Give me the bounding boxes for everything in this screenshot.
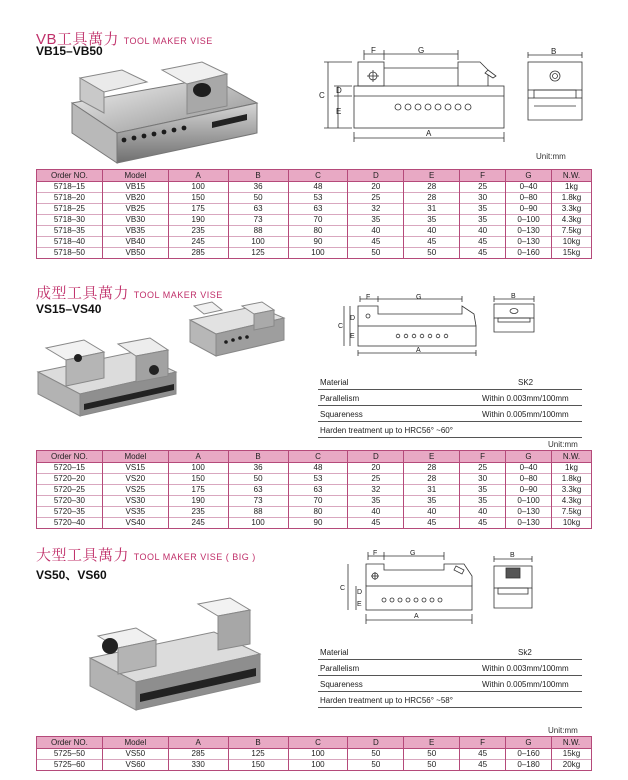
table-cell: 50: [348, 760, 404, 771]
table-cell: 40: [460, 507, 506, 518]
vb-spec-table: [36, 169, 592, 259]
table-cell: 63: [288, 204, 348, 215]
table-row: [37, 237, 592, 248]
table-cell: 50: [228, 474, 288, 485]
dim-d: D: [350, 315, 356, 322]
column-header: B: [228, 451, 288, 463]
table-cell: 10kg: [551, 237, 591, 248]
vs-props: [318, 374, 582, 438]
vs-big-prop-squareness: [318, 676, 582, 692]
dim-d: D: [336, 86, 342, 95]
table-cell: 100: [168, 463, 228, 474]
table-row: [37, 518, 592, 529]
table-cell: 25: [460, 463, 506, 474]
table-cell: VB25: [102, 204, 168, 215]
vs-big-prop-harden: [318, 692, 582, 708]
table-cell: 150: [228, 760, 288, 771]
table-cell: 0–130: [506, 507, 552, 518]
section1-unit: Unit:mm: [536, 152, 566, 161]
table-cell: 28: [404, 193, 460, 204]
table-cell: 5720–25: [37, 485, 103, 496]
column-header: G: [506, 737, 552, 749]
vs-big-front-diagram: [492, 552, 534, 612]
section3-title-cn: 大型工具萬力: [36, 547, 130, 564]
section3-title-en: TOOL MAKER VISE ( BIG ): [133, 552, 256, 562]
column-header: A: [168, 451, 228, 463]
table-cell: VB40: [102, 237, 168, 248]
table-cell: 40: [404, 226, 460, 237]
table-cell: 45: [404, 237, 460, 248]
dim-f: F: [366, 294, 371, 301]
section3-unit: Unit:mm: [548, 726, 578, 735]
table-row: [37, 248, 592, 259]
table-cell: 5725–60: [37, 760, 103, 771]
table-cell: VS20: [102, 474, 168, 485]
table-cell: 63: [288, 485, 348, 496]
column-header: A: [168, 737, 228, 749]
table-cell: VB50: [102, 248, 168, 259]
table-cell: 50: [404, 749, 460, 760]
prop-value: SK2: [518, 378, 534, 387]
table-cell: 25: [348, 193, 404, 204]
prop-label: Harden treatment up to HRC56° ~60°: [320, 426, 453, 435]
table-cell: 35: [404, 215, 460, 226]
table-row: [37, 474, 592, 485]
table-cell: 7.5kg: [551, 226, 591, 237]
prop-value: Within 0.003mm/100mm: [482, 664, 569, 673]
vs-big-props: [318, 644, 582, 708]
table-cell: 25: [348, 474, 404, 485]
table-cell: 5720–15: [37, 463, 103, 474]
dim-d: D: [357, 589, 363, 596]
table-cell: 5720–35: [37, 507, 103, 518]
table-cell: 70: [288, 496, 348, 507]
table-cell: 100: [168, 182, 228, 193]
table-cell: 5718–15: [37, 182, 103, 193]
table-cell: 4.3kg: [551, 215, 591, 226]
prop-label: Parallelism: [320, 394, 360, 403]
table-cell: 4.3kg: [551, 496, 591, 507]
vs-spec-table: [36, 450, 592, 529]
table-cell: 45: [404, 518, 460, 529]
table-cell: 90: [288, 518, 348, 529]
table-cell: 0–90: [506, 485, 552, 496]
table-cell: VB30: [102, 215, 168, 226]
table-cell: VB35: [102, 226, 168, 237]
table-cell: 35: [404, 496, 460, 507]
table-cell: 25: [460, 182, 506, 193]
table-cell: 63: [228, 204, 288, 215]
prop-value: Within 0.005mm/100mm: [482, 410, 569, 419]
table-cell: 45: [460, 237, 506, 248]
column-header: D: [348, 737, 404, 749]
table-cell: 0–40: [506, 463, 552, 474]
table-cell: 90: [288, 237, 348, 248]
section2-title-cn: 成型工具萬力: [36, 285, 130, 302]
table-cell: 88: [228, 507, 288, 518]
table-cell: 0–160: [506, 749, 552, 760]
table-cell: 235: [168, 226, 228, 237]
table-cell: 40: [460, 226, 506, 237]
column-header: C: [288, 170, 348, 182]
table-cell: 50: [404, 248, 460, 259]
table-cell: 5718–35: [37, 226, 103, 237]
table-cell: 80: [288, 226, 348, 237]
table-cell: VS35: [102, 507, 168, 518]
vs-vise-photo-large: [34, 322, 180, 418]
table-cell: 100: [288, 749, 348, 760]
column-header: Model: [102, 170, 168, 182]
table-cell: 3.3kg: [551, 485, 591, 496]
table-cell: 0–90: [506, 204, 552, 215]
table-cell: 190: [168, 496, 228, 507]
table-cell: 20: [348, 463, 404, 474]
vs-big-vise-photo: [84, 596, 264, 714]
table-cell: 0–130: [506, 226, 552, 237]
table-cell: 63: [228, 485, 288, 496]
table-cell: 80: [288, 507, 348, 518]
column-header: F: [460, 737, 506, 749]
table-cell: VS25: [102, 485, 168, 496]
table-cell: 73: [228, 496, 288, 507]
table-cell: 48: [288, 182, 348, 193]
table-cell: 245: [168, 237, 228, 248]
vs-prop-harden: [318, 422, 582, 438]
table-cell: VB15: [102, 182, 168, 193]
table-cell: 32: [348, 204, 404, 215]
column-header: C: [288, 451, 348, 463]
table-row: [37, 226, 592, 237]
table-cell: VS30: [102, 496, 168, 507]
vs-big-prop-parallelism: [318, 660, 582, 676]
table-cell: 53: [288, 193, 348, 204]
column-header: Order NO.: [37, 170, 103, 182]
vb-side-diagram: [318, 48, 506, 144]
dim-g: G: [418, 46, 425, 55]
section3-title: [36, 544, 256, 565]
table-cell: 10kg: [551, 518, 591, 529]
dim-c: C: [319, 91, 325, 100]
table-row: [37, 507, 592, 518]
table-cell: 35: [348, 496, 404, 507]
table-cell: 45: [348, 237, 404, 248]
prop-label: Squareness: [320, 410, 363, 419]
table-cell: 190: [168, 215, 228, 226]
table-cell: 5720–30: [37, 496, 103, 507]
column-header: E: [404, 451, 460, 463]
table-cell: 5718–40: [37, 237, 103, 248]
dim-e: E: [336, 107, 342, 116]
table-cell: 1kg: [551, 463, 591, 474]
table-cell: 88: [228, 226, 288, 237]
table-cell: 31: [404, 204, 460, 215]
table-row: [37, 215, 592, 226]
table-cell: 5720–20: [37, 474, 103, 485]
table-cell: VS40: [102, 518, 168, 529]
table-cell: 125: [228, 248, 288, 259]
table-cell: 150: [168, 474, 228, 485]
table-cell: 45: [348, 518, 404, 529]
dim-a: A: [426, 129, 432, 138]
vs-big-side-diagram: [338, 548, 476, 628]
vs-big-prop-material: [318, 644, 582, 660]
vs-prop-parallelism: [318, 390, 582, 406]
column-header: Order NO.: [37, 451, 103, 463]
table-cell: 45: [460, 749, 506, 760]
table-cell: 125: [228, 749, 288, 760]
section1-models: VB15–VB50: [36, 44, 103, 58]
table-cell: 28: [404, 474, 460, 485]
table-cell: 150: [168, 193, 228, 204]
column-header: B: [228, 170, 288, 182]
table-cell: 7.5kg: [551, 507, 591, 518]
table-row: [37, 496, 592, 507]
table-cell: 0–130: [506, 518, 552, 529]
table-cell: 36: [228, 182, 288, 193]
table-cell: 73: [228, 215, 288, 226]
table-cell: 1.8kg: [551, 193, 591, 204]
table-cell: 175: [168, 204, 228, 215]
section1-title-en: TOOL MAKER VISE: [123, 36, 213, 46]
column-header: N.W.: [551, 170, 591, 182]
table-cell: 50: [228, 193, 288, 204]
table-cell: 28: [404, 182, 460, 193]
table-row: [37, 749, 592, 760]
section2-unit: Unit:mm: [548, 440, 578, 449]
table-cell: 28: [404, 463, 460, 474]
section1-title-cn: VB工具萬力: [36, 31, 120, 48]
prop-label: Squareness: [320, 680, 363, 689]
column-header: F: [460, 451, 506, 463]
table-cell: 35: [348, 215, 404, 226]
table-cell: 0–180: [506, 760, 552, 771]
table-cell: 285: [168, 749, 228, 760]
table-cell: 5725–50: [37, 749, 103, 760]
table-cell: 3.3kg: [551, 204, 591, 215]
vs-vise-photo-small: [186, 298, 286, 360]
table-cell: 20: [348, 182, 404, 193]
column-header: E: [404, 170, 460, 182]
table-cell: 330: [168, 760, 228, 771]
table-cell: 35: [460, 215, 506, 226]
table-row: [37, 182, 592, 193]
vs-big-spec-table: [36, 736, 592, 771]
column-header: B: [228, 737, 288, 749]
dim-g: G: [416, 294, 422, 301]
table-cell: 5718–30: [37, 215, 103, 226]
dim-g: G: [410, 550, 416, 557]
table-row: [37, 463, 592, 474]
dim-a: A: [416, 347, 421, 354]
table-cell: 70: [288, 215, 348, 226]
table-cell: 40: [348, 507, 404, 518]
table-cell: 0–100: [506, 215, 552, 226]
vs-side-diagram: [338, 294, 478, 356]
vs-big-table-header: [37, 737, 592, 749]
prop-label: Material: [320, 378, 349, 387]
column-header: F: [460, 170, 506, 182]
prop-label: Harden treatment up to HRC56° ~58°: [320, 696, 453, 705]
column-header: Order NO.: [37, 737, 103, 749]
column-header: D: [348, 170, 404, 182]
vs-prop-squareness: [318, 406, 582, 422]
table-cell: 100: [288, 760, 348, 771]
vs-front-diagram: [492, 294, 536, 334]
dim-c: C: [338, 323, 344, 330]
table-cell: 45: [460, 518, 506, 529]
vb-vise-photo: [62, 58, 262, 168]
table-cell: 53: [288, 474, 348, 485]
vb-front-diagram: [526, 47, 584, 126]
dim-b: B: [551, 47, 557, 56]
column-header: Model: [102, 451, 168, 463]
table-cell: 0–80: [506, 474, 552, 485]
table-cell: 35: [460, 485, 506, 496]
table-cell: 36: [228, 463, 288, 474]
table-cell: 100: [288, 248, 348, 259]
table-cell: 0–160: [506, 248, 552, 259]
table-cell: 5718–50: [37, 248, 103, 259]
table-cell: 5718–20: [37, 193, 103, 204]
vs-table-header: [37, 451, 592, 463]
table-cell: 15kg: [551, 248, 591, 259]
table-cell: 31: [404, 485, 460, 496]
dim-c: C: [340, 585, 346, 592]
table-cell: 50: [348, 749, 404, 760]
column-header: N.W.: [551, 451, 591, 463]
table-row: [37, 760, 592, 771]
table-cell: 20kg: [551, 760, 591, 771]
table-row: [37, 193, 592, 204]
table-cell: 30: [460, 193, 506, 204]
table-cell: 15kg: [551, 749, 591, 760]
column-header: G: [506, 451, 552, 463]
column-header: C: [288, 737, 348, 749]
section2-title-en: TOOL MAKER VISE: [133, 290, 223, 300]
column-header: Model: [102, 737, 168, 749]
table-cell: 35: [460, 204, 506, 215]
prop-label: Material: [320, 648, 349, 657]
table-cell: 0–40: [506, 182, 552, 193]
table-cell: 30: [460, 474, 506, 485]
column-header: D: [348, 451, 404, 463]
prop-label: Parallelism: [320, 664, 360, 673]
table-cell: 32: [348, 485, 404, 496]
prop-value: Within 0.005mm/100mm: [482, 680, 569, 689]
table-cell: VS15: [102, 463, 168, 474]
table-cell: 235: [168, 507, 228, 518]
section2-models: VS15–VS40: [36, 302, 102, 316]
table-cell: 35: [460, 496, 506, 507]
column-header: A: [168, 170, 228, 182]
table-cell: 100: [228, 518, 288, 529]
table-cell: 40: [348, 226, 404, 237]
dim-f: F: [371, 46, 376, 55]
table-cell: 40: [404, 507, 460, 518]
table-cell: VB20: [102, 193, 168, 204]
dim-b: B: [510, 552, 515, 559]
dim-a: A: [414, 613, 419, 620]
table-cell: 0–130: [506, 237, 552, 248]
table-cell: 245: [168, 518, 228, 529]
prop-value: Within 0.003mm/100mm: [482, 394, 569, 403]
table-cell: 100: [228, 237, 288, 248]
table-cell: 175: [168, 485, 228, 496]
table-cell: VS50: [102, 749, 168, 760]
table-cell: 5718–25: [37, 204, 103, 215]
dim-e: E: [357, 601, 362, 608]
table-cell: 1.8kg: [551, 474, 591, 485]
table-row: [37, 485, 592, 496]
table-cell: 45: [460, 760, 506, 771]
table-cell: 0–100: [506, 496, 552, 507]
table-cell: 45: [460, 248, 506, 259]
column-header: E: [404, 737, 460, 749]
section3-models: VS50、VS60: [36, 568, 107, 582]
column-header: N.W.: [551, 737, 591, 749]
table-row: [37, 204, 592, 215]
table-cell: 285: [168, 248, 228, 259]
column-header: G: [506, 170, 552, 182]
table-cell: 5720–40: [37, 518, 103, 529]
table-cell: 1kg: [551, 182, 591, 193]
table-cell: 50: [404, 760, 460, 771]
dim-f: F: [373, 550, 378, 557]
prop-value: Sk2: [518, 648, 532, 657]
table-cell: VS60: [102, 760, 168, 771]
vs-prop-material: [318, 374, 582, 390]
dim-e: E: [350, 333, 355, 340]
dim-b: B: [511, 293, 516, 300]
vb-table-header: [37, 170, 592, 182]
table-cell: 0–80: [506, 193, 552, 204]
table-cell: 50: [348, 248, 404, 259]
table-cell: 48: [288, 463, 348, 474]
